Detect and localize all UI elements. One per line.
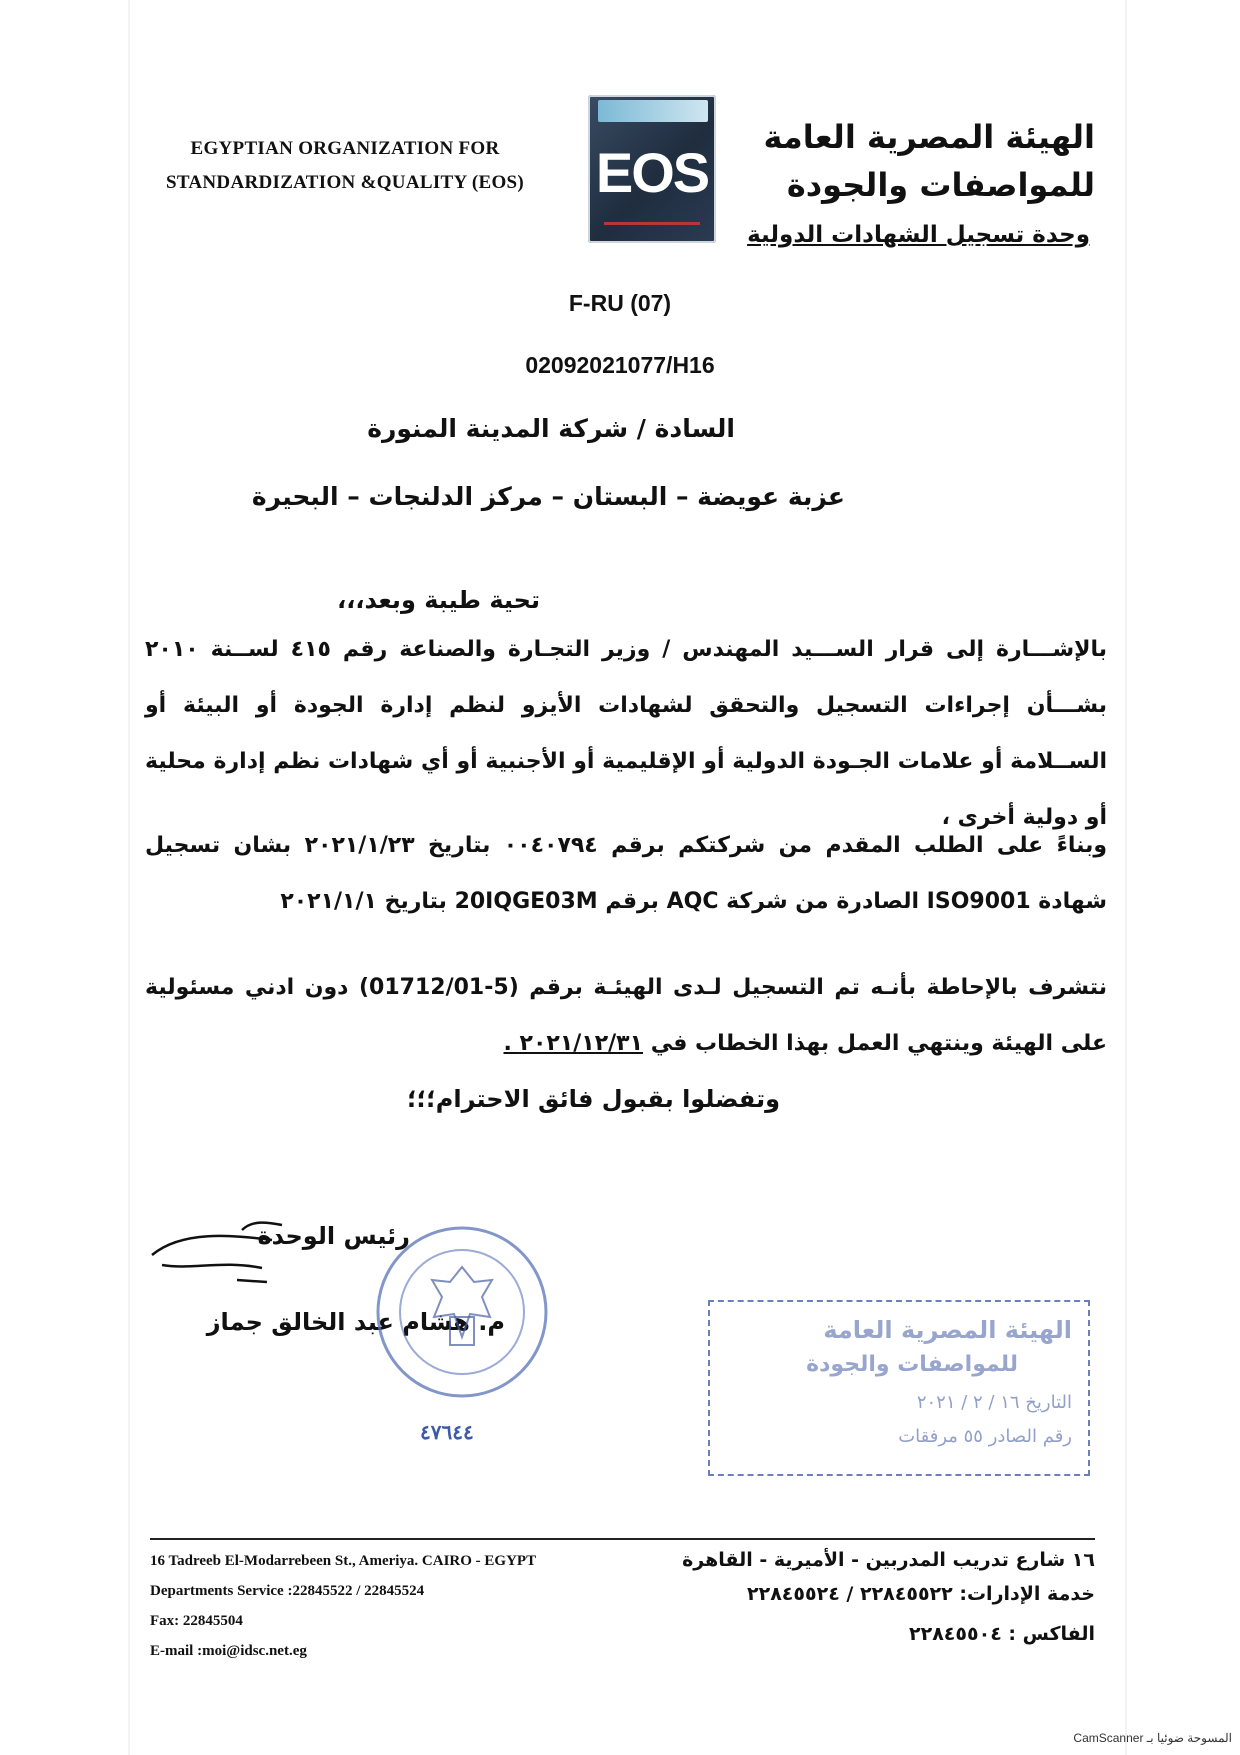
eos-logo-underline — [604, 222, 700, 225]
scan-edge-left — [128, 0, 130, 1755]
camscanner-watermark: CamScanner المسوحة ضوئيا بـ — [1073, 1731, 1232, 1745]
footer-fax-ar: الفاكس : ٢٢٨٤٥٥٠٤ — [909, 1623, 1095, 1645]
eos-logo-stripe — [598, 100, 708, 122]
footer-divider — [150, 1538, 1095, 1540]
signatory-name: م. هشام عبد الخالق جماز — [206, 1308, 505, 1336]
eos-logo-text: EOS — [595, 141, 709, 204]
english-org-line2: STANDARDIZATION &QUALITY (EOS) — [165, 172, 525, 193]
arabic-unit-name: وحدة تسجيل الشهادات الدولية — [747, 222, 1090, 248]
paragraph-request: وبناءً على الطلب المقدم من شركتكم برقم ٠٠٤٠٧٩٤ بتاريخ ٢٠٢١/١/٢٣ بشان تسجيل شهادة ISO9001 الصادرة من شركة AQC برقم 20IQGE03M بتاريخ ٢٠٢١/١/١ — [145, 833, 1108, 914]
scan-edge-right — [1125, 0, 1127, 1755]
stamp-outgoing-line: رقم الصادر ٥٥ مرفقات — [898, 1426, 1072, 1447]
paragraph-reference-decree: بالإشـــارة إلى قرار الســـيد المهندس / وزير التجـارة والصناعة رقم ٤١٥ لســنة ٢٠١٠ بشـــأن إجراءات التسجيل والتحقق لشهادات الأيزو لنظم إدارة الجودة أو البيئة أو الســلامة أو علامات الجـودة الدولية أو الإقليمية أو الأجنبية أو أي شهادات نظم إدارة محلية أو دولية أخرى ، — [145, 637, 1107, 830]
incoming-stamp — [708, 1300, 1090, 1476]
registration-text: نتشرف بالإحاطة بأنـه تم التسجيل لـدى الهيئـة برقم (5-01712/01) دون ادني مسئولية على الهيئة وينتهي العمل بهذا الخطاب في — [145, 975, 1107, 1056]
footer-departments-ar: خدمة الإدارات: ٢٢٨٤٥٥٢٢ / ٢٢٨٤٥٥٢٤ — [747, 1583, 1095, 1605]
addressee-address: عزبة عويضة – البستان – مركز الدلنجات – البحيرة — [251, 482, 845, 511]
reference-number: 02092021077/H16 — [525, 352, 715, 378]
arabic-org-line1: الهيئة المصرية العامة — [763, 118, 1095, 156]
arabic-org-line2: للمواصفات والجودة — [786, 166, 1095, 204]
form-code: F-RU (07) — [568, 290, 672, 316]
seal-number: ٤٧٦٤٤ — [420, 1422, 474, 1444]
footer-fax-en: Fax: 22845504 — [150, 1613, 243, 1629]
footer-address-ar: ١٦ شارع تدريب المدربين - الأميرية - القاهرة — [682, 1549, 1095, 1571]
stamp-subtitle: للمواصفات والجودة — [806, 1352, 1018, 1377]
closing-line: وتفضلوا بقبول فائق الاحترام؛؛؛ — [406, 1085, 780, 1113]
english-org-name — [150, 132, 540, 200]
addressee: السادة / شركة المدينة المنورة — [367, 414, 735, 443]
footer-departments-en: Departments Service :22845522 / 22845524 — [150, 1583, 425, 1599]
stamp-title: الهيئة المصرية العامة — [823, 1316, 1072, 1344]
expiry-date: ٢٠٢١/١٢/٣١ . — [503, 1031, 644, 1056]
official-seal — [372, 1222, 552, 1402]
stamp-date-line: التاريخ ١٦ / ٢ / ٢٠٢١ — [916, 1392, 1072, 1413]
footer-address-en: 16 Tadreeb El-Modarrebeen St., Ameriya. CAIRO - EGYPT — [150, 1553, 537, 1569]
paragraph-registration — [145, 960, 1107, 1072]
greeting: تحية طيبة وبعد،،، — [337, 586, 540, 614]
english-org-line1: EGYPTIAN ORGANIZATION FOR — [190, 138, 500, 159]
footer-email-en: E-mail :moi@idsc.net.eg — [150, 1643, 307, 1659]
signatory-title: رئيس الوحدة — [257, 1222, 410, 1250]
